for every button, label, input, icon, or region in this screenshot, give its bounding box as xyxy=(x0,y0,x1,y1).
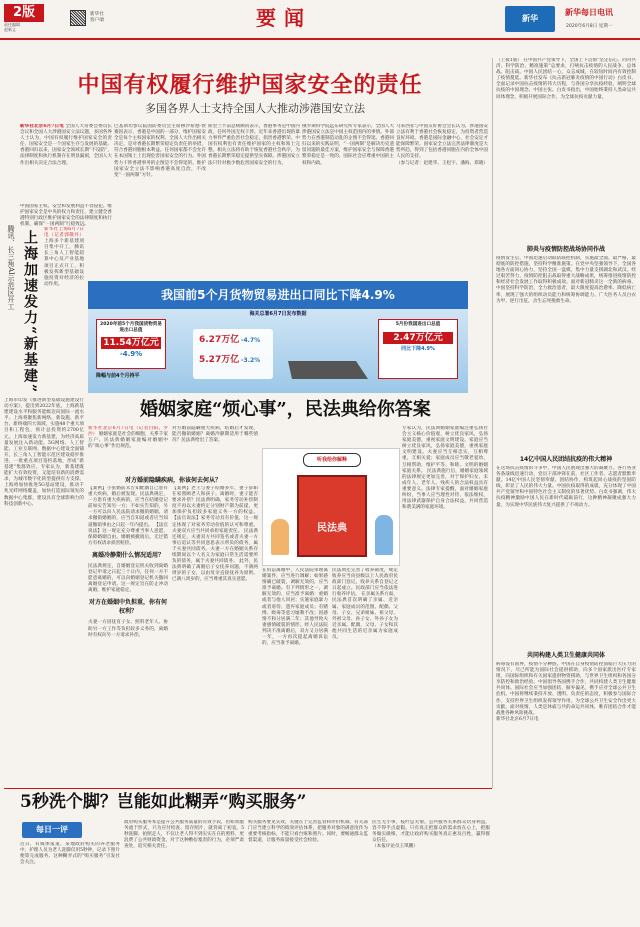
cargo-ship-icon xyxy=(288,349,368,379)
lead-body-col5: 马来西亚与中国友好协会会长认为，涉港国安立法有利于香港社会恢复稳定，为投资者营造良好环境。香港是国际金融中心，社会安定才能保障繁荣。国家安全立法完善法律制度是大势所趋，得到了包括香港同胞在内的全体中国人民的支持。 （参与记者：赵建华、王松宇、潘海、郑晓） xyxy=(396,124,488,166)
daily-commentary-badge: 每日一评 xyxy=(22,822,82,838)
editor-name: 赵新义 xyxy=(4,27,16,32)
date-text: 2020年6月8日 xyxy=(566,24,598,29)
marriage-lead2: 对方婚前隐瞒重大疾病，结婚后才发现，能否撤销婚姻？离婚冷静期适用于哪些情况？民法典给出了答案。 xyxy=(172,426,258,444)
trade-left-value: 11.54万亿元 xyxy=(101,337,161,349)
trade-stat1-change: -4.7% xyxy=(241,337,261,344)
marriage-col3: 在诉讼离婚中，人民法院审理离婚案件，应当进行调解；如果感情确已破裂，调解无效的，应当准予离婚。有下列情形之一，调解无效的，应当准予离婚：重婚或者与他人同居；实施家庭暴力或者虐待、遗弃家庭成员；有赌博、吸毒等恶习屡教不改；因感情不和分居满二年；其他导致夫妻感情破裂的情形。经人民法院判决不准离婚后，双方又分居满一年，一方再次提起离婚诉讼的，应当准予离婚。 xyxy=(262,568,328,647)
right-section2: 14亿中国人民团结抗疫的伟大精神 xyxy=(519,456,613,463)
trade-footer: 降幅与前4个月持平 xyxy=(96,373,140,379)
lead-subheadline: 多国各界人士支持全国人大推动涉港国安立法 xyxy=(145,102,365,115)
right-date-line: （上接1版） xyxy=(496,58,522,63)
newspaper-logo: 新华 xyxy=(505,6,555,32)
trade-right-badge xyxy=(378,319,458,379)
app-label xyxy=(90,12,104,24)
app-label-line2: 客户端 xyxy=(90,18,104,23)
lead-body-col3: 斯里兰卡前总统顾问表示，香港事务是中国内政，任何外国无权干涉。近年来香港出现的暴力事件严重危害社会稳定，损害香港繁荣。中国有权利也有责任维护国家的主权和领土完整。相关立法将有助于恢复香港社会秩序，为香港长期繁荣稳定提供坚实保障。涉港国安立法只针对极少数危害国家安全的行为。 xyxy=(208,124,300,166)
lead-reporter-tag: （参与记者：赵建华、王松宇、潘海、郑晓） xyxy=(396,160,488,166)
bottom-col4: 民生无小事，枝叶总关情。公共服务关系群众切身利益，容不得半点虚假。只有真正把群众的需求放在心上，把服务做实做细，才能让政府购买服务真正惠及百姓，赢得群众信任。 （本报评论员王琪鹏） xyxy=(372,820,490,850)
trade-left-badge xyxy=(96,319,166,369)
vertical-body-col1: 新华社上海6月7日电（记者郭敬丹） 上海多个新基建项目集中开工，腾讯长三角人工智能超算中心及产业基地项目正式开工，积极发挥新型基础设施投资对经济的拉动作用。 xyxy=(44,227,84,287)
editor-label: 责任编辑 xyxy=(4,22,20,27)
vertical-subtitle: 腾讯、长三角AI示范区开工 xyxy=(7,225,15,310)
right-ending: 新华社北京6月7日电 xyxy=(496,716,539,722)
trade-caption: 海关总署6月7日发布数据 xyxy=(249,311,307,317)
trade-right-title: 5月份我国进出口总值 xyxy=(395,322,441,327)
app-label-line1: 新华社 xyxy=(90,12,104,17)
trade-left-title: 2020年前5个月我国货物贸易进出口总值 xyxy=(100,322,162,333)
page-number: 2版 xyxy=(4,4,44,22)
column-divider xyxy=(492,58,493,788)
right-section1: 肺炎与疫情防控战场协同作战 xyxy=(526,246,605,253)
marriage-cartoon xyxy=(262,448,400,566)
bottom-col3: 购买服务要见实效，关键在于完善监管和评价机制。有关部门应当建立科学的绩效评估体系，把服务对象的满意度作为重要考核指标，不能只看台账和照片。同时，要畅通群众监督渠道，让服务质量接受社会检验。 xyxy=(248,820,368,844)
lead-body-col1b: 中国国家主权、安全和发展利益不容侵犯。维护国家安全是中央的权力和责任，建立健全香港特别行政区维护国家安全的法律制度和执行机制，确保“一国两制”行稳致远。 xyxy=(20,204,112,228)
right-col-part3: 在这场抗击疫情的斗争中，中国人民展现出强大的凝聚力。各行各业各条战线迅速行动，党员干部冲锋在前，社区工作者、志愿者默默奉献。14亿中国人民坚韧奉献、团结协作，构筑起同心战疫的坚固防线，彰显了人民的伟大力量。中国抗疫取得的成就，充分体现了中国共产党领导和中国特色社会主义制度的显著优势。白皮书强调，伟大抗疫精神激励中国人民在新时代砥砺前行，这种精神凝聚成强大力量，为实现中华民族伟大复兴提供了不竭动力。 xyxy=(496,466,636,508)
marriage-col1: 【案例】小张婚前未告知配偶自己患有重大疾病，婚后被发现。民法典规定，一方患有重大疾病的，应当在结婚登记前如实告知另一方；不如实告知的，另一方可以向人民法院请求撤销婚姻。请求撤销婚姻的，应当自知道或者应当知道撤销事由之日起一年内提出。 【法官说法】这一规定充分尊重当事人意愿，保障婚姻自由。婚姻被撤销后，无过错方有权请求损害赔偿。 离婚冷静期什么情况适用？ 民法典规定，自婚姻登记机关收到离婚登记申请之日起三十日内，任何一方不愿意离婚的，可以向婚姻登记机关撤回离婚登记申请。这一规定旨在防止冲动离婚，维护家庭稳定。 对方在婚姻中负担重，你有何权利？ 夫妻一方因抚育子女、照料老年人、协助另一方工作等负担较多义务的，离婚时有权向另一方请求补偿。 xyxy=(88,486,168,638)
marriage-lead: 新华社北京6月7日电（记者白阳、罗沙） 婚姻家庭是社会的细胞，关系千家万户。民法典婚姻家庭编对婚姻中的“烦心事”作出规范。 xyxy=(88,426,168,450)
person-left-icon xyxy=(271,519,289,555)
speech-bubble: 听我给你解释 xyxy=(303,453,361,467)
trade-left-change: -4.9% xyxy=(119,350,143,358)
lead-headline: 中国有权履行维护国家安全的责任 xyxy=(77,72,423,98)
trade-right-value: 2.47万亿元 xyxy=(383,332,453,344)
trade-stat1: 6.27万亿 xyxy=(199,335,240,345)
law-book-title: 民法典 xyxy=(317,523,347,534)
marriage-byline: 新华社北京6月7日电（记者白阳、罗沙） xyxy=(88,426,168,438)
lead-body-col1: 新华社北京6月7日电 全国人大常委会委员长会议和全国人大涉港国安立法议题，多国各界人士认为，中国有权履行维护国家安全的责任，国家安全是一个国家生存与发展的基础。香港回归以来，国家安全领域长期“不设防”，法律制度和执行机制存在明显漏洞，全国人大作出相关决定合法合理。 xyxy=(20,124,112,166)
trade-stat2: 5.27万亿 xyxy=(199,355,240,365)
lead-byline: 新华社北京6月7日电 xyxy=(20,124,64,129)
marriage-section2: 离婚冷静期什么情况适用？ xyxy=(91,551,164,559)
marriage-col5: 专家认为，民法典婚姻家庭编注重弘扬社会主义核心价值观，树立优良家风，弘扬家庭美德，重视家庭文明建设。家庭应当树立优良家风，弘扬家庭美德，重视家庭文明建设。夫妻应当互相忠实，互相尊重，互相关爱；家庭成员应当敬老爱幼，互相帮助，维护平等、和睦、文明的婚姻家庭关系。 民法典施行后，婚姻家庭领域的法律规定更加完善，对于保护妇女、未成年人、老年人、残疾人的合法权益具有重要意义。法律专家提醒，面对婚姻家庭纠纷，当事人应当理性对待，依法维权，用法律武器保护自身合法权益，共同营造和谐美满的家庭环境。 xyxy=(402,426,488,511)
vertical-byline: 新华社上海6月7日电（记者郭敬丹） xyxy=(44,227,84,239)
bottom-col1: 近日，有媒体报道，某地政府购买的养老服务中，护理人员为老人洗脚仅用5秒钟，记录下照片便算完成服务。这种糊弄式的“购买服务”引发社会关注。 xyxy=(20,842,120,866)
section-title: 要闻 xyxy=(256,6,312,30)
weekday-text: 星期一 xyxy=(598,24,613,29)
page-number-box xyxy=(4,4,44,34)
vertical-headline: 上海加速发力“新基建” xyxy=(22,230,38,395)
bottom-byline: （本报评论员王琪鹏） xyxy=(372,844,418,850)
bottom-rule xyxy=(4,788,492,789)
trade-infographic xyxy=(88,309,468,393)
person-right-icon xyxy=(375,515,393,555)
trade-right-change: 同比下降4.9% xyxy=(401,346,435,352)
masthead xyxy=(0,0,640,40)
bottom-headline: 5秒洗个脚？岂能如此糊弄“购买服务” xyxy=(20,792,307,812)
lead-body-col4: 俄罗斯科学院远东研究所专家表示，全国人大涉港国安立法是中国主权范围内的事情。外部势力在香港制造动乱的企图不会得逞。香港回归以来的实践证明，“一国两制”是解决历史遗留问题的最佳方案，维护国家安全与保障香港繁荣稳定是一致的。国际社会应尊重中国的主权和内政。 xyxy=(302,124,394,166)
marriage-headline: 婚姻家庭“烦心事”，民法典给你答案 xyxy=(140,399,431,420)
right-col-part1: （上接1版） 在中国共产党领导下，全国上下贯彻“坚定信心、同舟共济、科学防治、精准施策”总要求，打响抗击疫情的人民战争、总体战、阻击战。中国人民团结一心，众志成城，在较短时间内有效控制了疫情蔓延。新华社发布《抗击新冠肺炎疫情的中国行动》白皮书，全面记录中国抗击疫情的伟大历程，与各国分享抗疫经验，阐明全球抗疫的中国理念、中国主张。白皮书指出，中国始终秉持人类命运共同体理念，积极开展国际合作，为全球抗疫贡献力量。 xyxy=(496,58,636,100)
paper-name: 新华每日电讯 xyxy=(565,8,613,17)
marriage-col4: 民法典还完善了收养制度，规定收养应当向县级以上人民政府民政部门登记，收养关系自登记之日起成立。民政部门应当依法进行收养评估。 在亲属关系方面，民法典首次明确了亲属、近亲属、家庭成员的范围。配偶、父母、子女、兄弟姐妹、祖父母、外祖父母、孙子女、外孙子女为近亲属。配偶、父母、子女和其他共同生活的近亲属为家庭成员。 xyxy=(332,568,398,641)
trade-stat2-change: -3.2% xyxy=(241,357,261,364)
lead-body-col2: 巴基斯坦参议院国防委员会主席穆沙希德·侯赛因表示，香港是中国的一部分，维护国家安全是每个主权国家的权利。全国人大作出相关决定，是对香港长期繁荣稳定负责任的举措，符合香港同胞根本利益。任何国家都不会允许在本国领土上出现危害国家安全的行为。外国势力干涉香港事务的企图是不会得逞的。维护国家安全立法不影响香港高度自治，不改变“一国两制”方针。 xyxy=(114,124,206,178)
right-col-part2: 疫情发生后，中国迅速启动联防联控机制，实施最全面、最严格、最彻底的防控措施，坚持科学精准施策。在党中央坚强领导下，全国各地各方面同心协力，坚持全国一盘棋，集中力量支援湖北和武汉。经过艰苦努力，疫情防控阻击战取得重大战略成果，统筹推进疫情防控和经济社会发展工作取得积极成效。面对新冠肺炎这一全新的病毒，中国坚持科学防治，全力救治患者，最大限度提高治愈率、降低病亡率，展现了强大的组织动员能力和统筹协调能力。广大医务人员白衣为甲、逆行出征，舍生忘死挽救生命。 xyxy=(496,256,636,304)
right-section3: 共同构建人类卫生健康共同体 xyxy=(526,652,605,659)
qr-code-icon xyxy=(70,10,86,26)
marriage-section1: 对方婚前隐瞒疾病，你该何去何从？ xyxy=(124,477,221,484)
vertical-body-col2: 上海市印发《推进新型基础设施建设行动方案》，提出到2022年底，上海新基建建设水平和服务能级迈向国际一流水平。上海将聚焦新网络、新设施、新平台、新终端四大领域，实施48个重大项目和工程包，预计总投资约2700亿元。上海加速发力新基建，为经济高质量发展注入新动能。5G网络、人工智能、工业互联网、数据中心建设全面铺开，长三角人工智能示范区建设稳步推进，一批重点项目签约落地，形成“新基建”集群效应。专家认为，新基建既能扩大有效投资，又能培育新的消费需求，为城市数字化转型提供有力支撑。上海将加快推进5G基站建设，推动千兆光纤网络覆盖，加快打造国际领先的数据中心集群，建设具有全球影响力的科技创新中心。 xyxy=(4,398,84,507)
marriage-col2: 【案例】老王与妻子结婚多年，妻子辞职在家照顾老人和孩子。离婚时，妻子能否要求补偿？民法典明确，家务劳动补偿制度不再以夫妻约定分别财产制为前提，更加保护负担较多家庭义务一方的权益。 【法官说法】家务劳动具有价值，这一规定体现了对家务劳动价值的认可和尊重。夫妻双方应当共同承担家庭责任。 民法典还规定，夫妻双方共同签名或者夫妻一方事后追认等共同意思表示所负的债务，属于夫妻共同债务。夫妻一方在婚姻关系存续期间以个人名义为家庭日常生活需要所负的债务，属于夫妻共同债务。 此外，民法典明确了离婚后子女抚养问题，不满两周岁的子女，以由母亲直接抚养为原则。已满八周岁的，应当尊重其真实意愿。 xyxy=(172,486,258,583)
right-col-part4: 病毒没有国界，疫情不分种族。中国在自身疫情防控面临巨大压力的情况下，尽己所能为国际社会提供援助，向多个国家派出医疗专家组，向国际组织和有关国家提供物资援助，与世界卫生组织和各国分享防控和救治经验。中国倡导各国携手合作，共同构建人类卫生健康共同体。国际社会应当加强团结，摒弃偏见，携手应对全球公共卫生危机。中国将继续秉持开放、透明、负责任的态度，积极参与国际合作，支持世界卫生组织发挥领导作用，为全球公共卫生安全作出更大贡献。面对疫情，人类是休戚与共的命运共同体，唯有团结合作才能战胜各种风险挑战。 新华社北京6月7日电 xyxy=(496,662,636,722)
issue-date xyxy=(566,24,613,30)
law-book-icon xyxy=(297,475,367,557)
marriage-section3: 对方在婚姻中负担重，你有何权利？ xyxy=(88,599,167,616)
trade-mid-panel xyxy=(193,329,273,379)
bottom-col2: 政府购买服务本是提升公共服务质量的有效手段，但如果服务流于形式，只为应付检查、留存照片，就背离了初衷。5秒洗脚、拍照走人，不仅让老人得不到实实在在的照料，更浪费了公共财政资金。对于这种敷衍塞责的行为，必须严肃查处，追究相关责任。 xyxy=(124,820,244,850)
trade-banner: 我国前5个月货物贸易进出口同比下降4.9% xyxy=(88,281,468,309)
